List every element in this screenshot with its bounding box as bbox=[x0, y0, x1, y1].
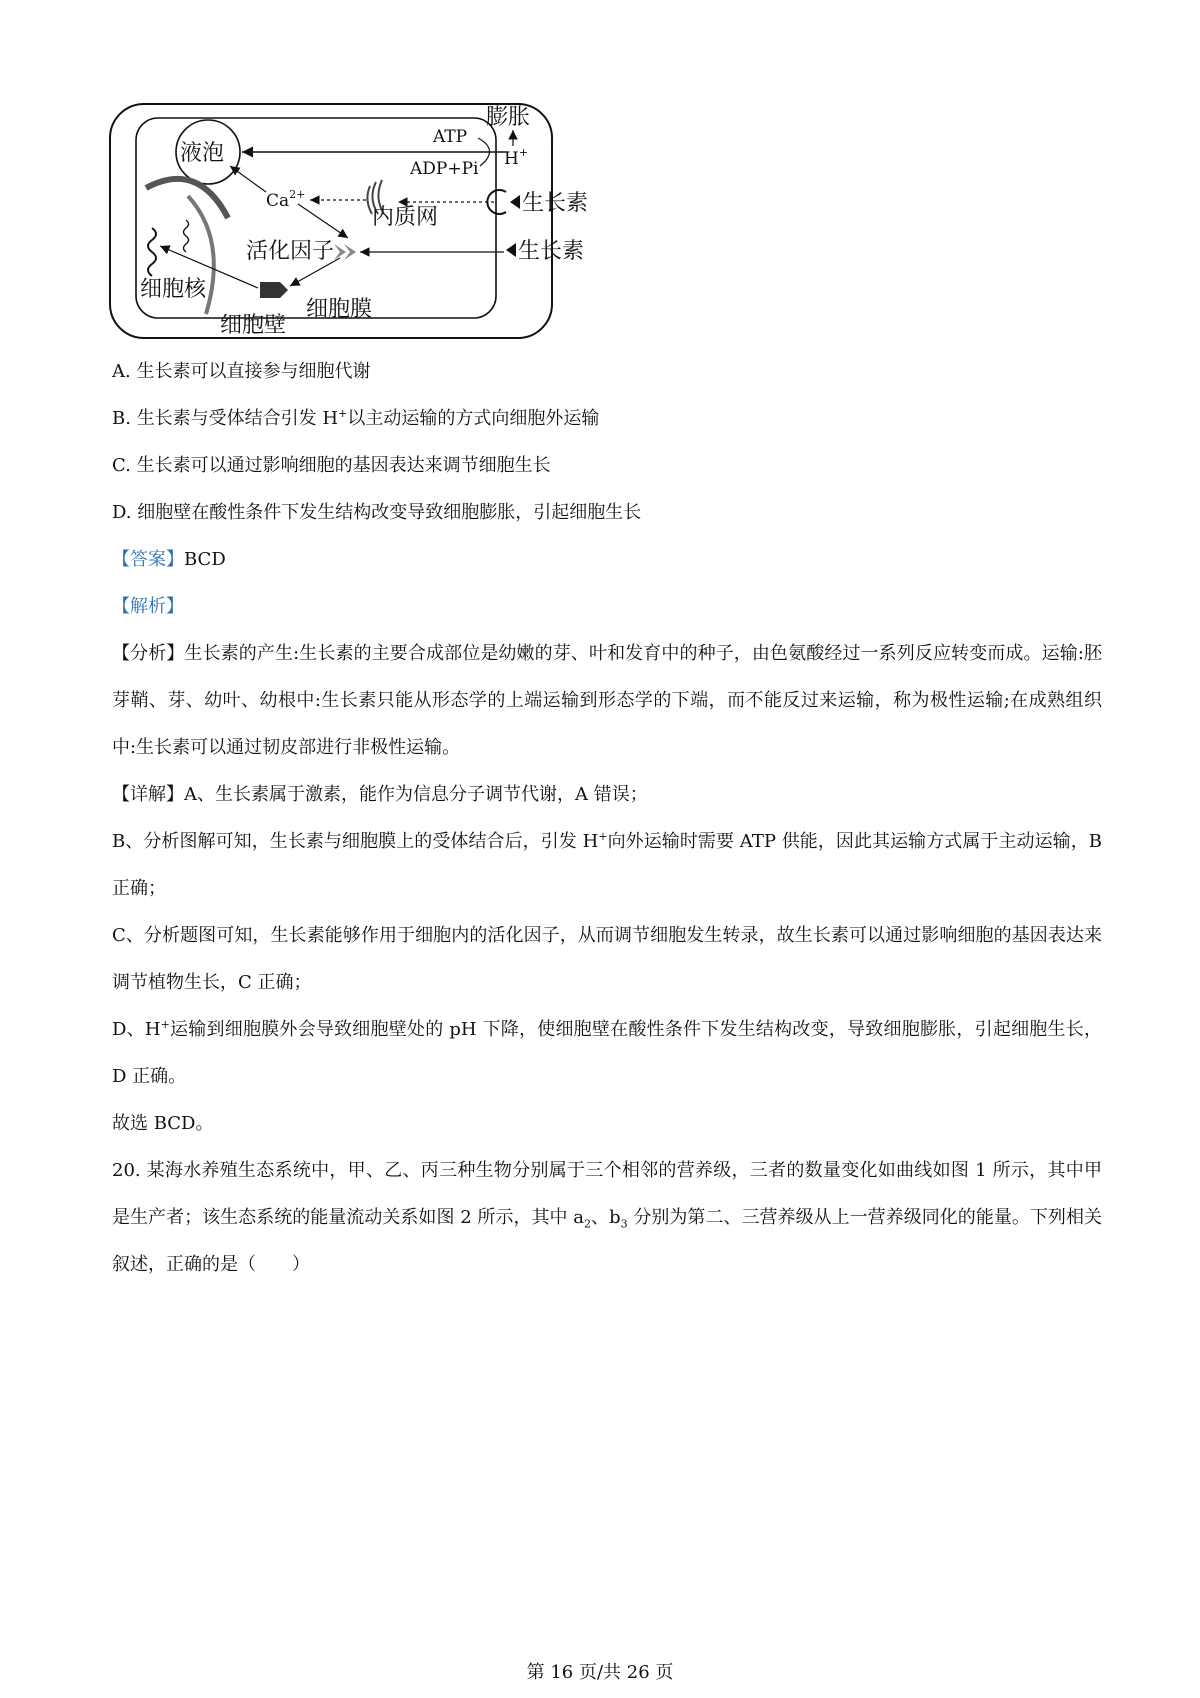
activation-factor-label: 活化因子 bbox=[246, 239, 335, 264]
question-body bbox=[112, 348, 1102, 1288]
option-b: B. 生长素与受体结合引发 H+以主动运输的方式向细胞外运输 bbox=[112, 407, 600, 429]
auxin-cell-diagram bbox=[108, 100, 608, 362]
vacuole-label: 液泡 bbox=[180, 141, 225, 166]
analysis-heading: 【解析】 bbox=[112, 596, 184, 617]
option-a: A. 生长素可以直接参与细胞代谢 bbox=[112, 361, 371, 382]
activated-factor-shape bbox=[260, 282, 288, 298]
cell-diagram-svg bbox=[108, 100, 608, 362]
er-label: 内质网 bbox=[372, 205, 439, 230]
h-ion-label: H+ bbox=[504, 146, 529, 169]
answer-value: BCD bbox=[184, 549, 226, 570]
auxin-label-1: 生长素 bbox=[522, 191, 589, 216]
detail-a: 【详解】A、生长素属于激素，能作为信息分子调节代谢，A 错误； bbox=[112, 784, 648, 805]
question-20: 20. 某海水养殖生态系统中，甲、乙、丙三种生物分别属于三个相邻的营养级，三者的数量变化如曲线如图 1 所示，其中甲是生产者；该生态系统的能量流动关系如图 2 所示，其中 $a_2$、$b_3$ 分别为第二、三营养级从上一营养级同化的能量。下列相关叙述，正确的是（ ） bbox=[112, 1160, 1102, 1275]
answer-line bbox=[112, 536, 1102, 583]
arrow-ca-to-vacuole bbox=[230, 166, 266, 192]
adp-pi-label: ADP+Pi bbox=[410, 159, 479, 179]
detail-c: C、分析题图可知，生长素能够作用于细胞内的活化因子，从而调节细胞发生转录，故生长素可以通过影响细胞的基因表达来调节植物生长，C 正确； bbox=[112, 925, 1102, 993]
detail-d: D、H+运输到细胞膜外会导致细胞壁处的 pH 下降，使细胞壁在酸性条件下发生结构改变，导致细胞膨胀，引起细胞生长，D 正确。 bbox=[112, 1018, 1102, 1087]
auxin-molecule-2 bbox=[506, 243, 516, 257]
option-d: D. 细胞壁在酸性条件下发生结构改变导致细胞膨胀，引起细胞生长 bbox=[112, 502, 642, 523]
detail-b: B、分析图解可知，生长素与细胞膜上的受体结合后，引发 H+向外运输时需要 ATP 供能，因此其运输方式属于主动运输，B 正确； bbox=[112, 830, 1102, 899]
nucleus-envelope bbox=[146, 179, 228, 218]
ca-ion-label: $Ca^{2+}$ bbox=[266, 188, 306, 211]
activation-factor-shape bbox=[334, 244, 356, 260]
arrow-ca-to-factor bbox=[298, 204, 348, 238]
answer-tag: 【答案】 bbox=[112, 549, 184, 570]
auxin-label-2: 生长素 bbox=[518, 239, 585, 264]
nucleus-label: 细胞核 bbox=[140, 277, 207, 302]
expand-label: 膨胀 bbox=[486, 105, 531, 130]
conclusion: 故选 BCD。 bbox=[112, 1113, 214, 1134]
auxin-molecule-1 bbox=[510, 195, 520, 209]
page-footer: 第 16 页/共 26 页 bbox=[526, 1662, 674, 1683]
option-c: C. 生长素可以通过影响细胞的基因表达来调节细胞生长 bbox=[112, 455, 551, 476]
atp-label: ATP bbox=[433, 127, 468, 147]
dna-icon bbox=[148, 228, 156, 276]
cell-wall-label: 细胞壁 bbox=[220, 313, 287, 338]
analysis-paragraph: 【分析】生长素的产生:生长素的主要合成部位是幼嫩的芽、叶和发育中的种子，由色氨酸经过一系列反应转变而成。运输:胚芽鞘、芽、幼叶、幼根中:生长素只能从形态学的上端运输到形态学的下端，而不能反过来运输，称为极性运输;在成熟组织中:生长素可以通过韧皮部进行非极性运输。 bbox=[112, 643, 1103, 758]
cell-membrane-label: 细胞膜 bbox=[306, 297, 373, 322]
mrna-icon bbox=[184, 220, 189, 252]
